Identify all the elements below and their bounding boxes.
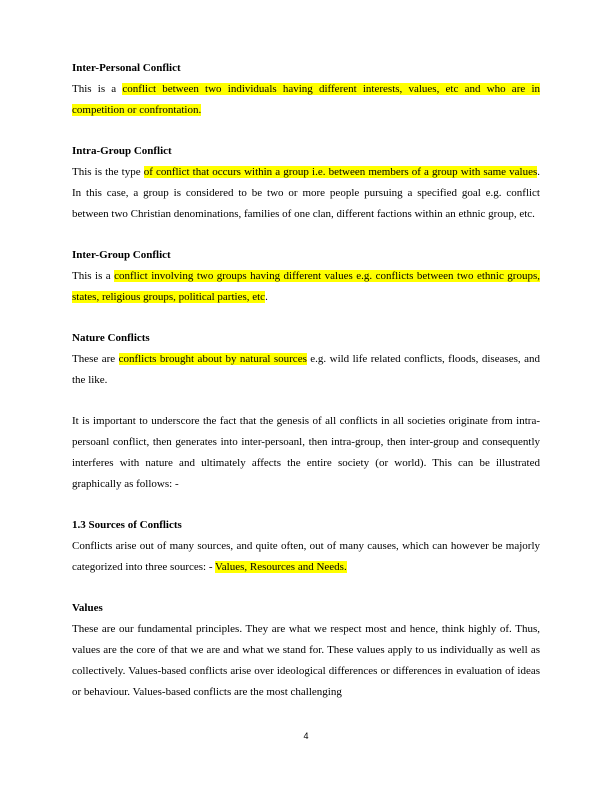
section-intragroup-conflict <box>72 141 540 225</box>
page-number: 4 <box>303 731 309 741</box>
paragraph-text: This is a <box>72 83 123 95</box>
highlighted-text: of conflict that occurs within a group i.e. between members of a group with same values <box>143 166 538 178</box>
paragraph-text: These are <box>72 353 119 365</box>
section-nature-conflicts <box>72 328 540 391</box>
section-heading: Nature Conflicts <box>72 332 150 344</box>
paragraph-text: Conflicts arise out of many sources, and quite often, out of many causes, which can however be majorly categorized into three sources: - <box>72 540 540 573</box>
section-paragraph <box>72 266 540 308</box>
section-paragraph: It is important to underscore the fact that the genesis of all conflicts in all societies originate from intra-persoanl conflict, then generates into inter-persoanl, then intra-group, then inter-group and consequently interferes with nature and ultimately affects the entire society (or world). This can be illustrated graphically as follows: - <box>72 415 540 490</box>
section-intergroup-conflict <box>72 245 540 308</box>
section-paragraph: These are our fundamental principles. They are what we respect most and hence, think highly of. Thus, values are the core of that we are and what we stand for. These values apply to us individually as well as collectively. Values-based conflicts arise over ideological differences or differences in evaluation of ideas or behaviour. Values-based conflicts are the most challenging <box>72 623 540 698</box>
section-heading: Inter-Group Conflict <box>72 249 171 261</box>
section-values <box>72 598 540 703</box>
section-paragraph <box>72 79 540 121</box>
highlighted-text: conflict involving two groups having different values e.g. conflicts between two ethnic groups, states, religious groups, political parties, etc <box>72 270 540 303</box>
section-heading: Values <box>72 602 103 614</box>
section-paragraph <box>72 162 540 225</box>
section-paragraph <box>72 349 540 391</box>
paragraph-text: This is the type <box>72 166 144 178</box>
section-heading: Inter-Personal Conflict <box>72 62 181 74</box>
highlighted-text: conflict between two individuals having different interests, values, etc and who are in competition or confrontation. <box>72 83 540 116</box>
section-interpersonal-conflict <box>72 58 540 121</box>
highlighted-text: conflicts brought about by natural sources <box>118 353 307 365</box>
paragraph-text: . <box>265 291 268 303</box>
section-paragraph <box>72 536 540 578</box>
paragraph-text: This is a <box>72 270 115 282</box>
highlighted-text: Values, Resources and Needs. <box>215 561 347 573</box>
section-genesis-paragraph <box>72 411 540 495</box>
section-heading: 1.3 Sources of Conflicts <box>72 519 182 531</box>
document-page <box>72 58 540 723</box>
section-sources-of-conflicts <box>72 515 540 578</box>
paragraph-text: . In this case, a group is considered to be two or more people pursuing a specified goal e.g. conflict between two Christian denominations, families of one clan, different factions within an ethnic group, etc. <box>72 166 540 220</box>
section-heading: Intra-Group Conflict <box>72 145 172 157</box>
paragraph-text: e.g. wild life related conflicts, floods, diseases, and the like. <box>72 353 540 386</box>
